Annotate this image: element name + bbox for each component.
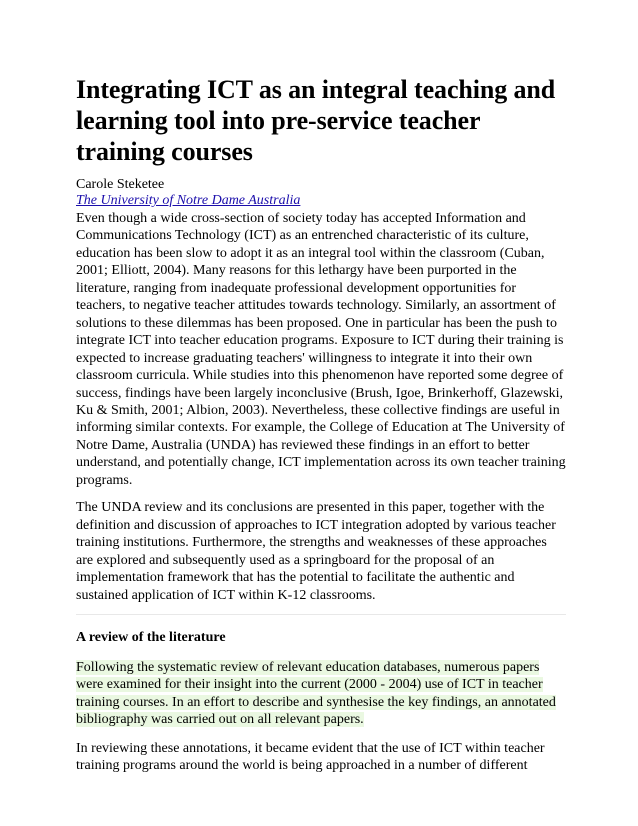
annotations-paragraph: In reviewing these annotations, it became evident that the use of ICT within teacher training programs around the world is being approached in a number of different	[76, 740, 545, 774]
document-page	[76, 74, 566, 775]
document-title: Integrating ICT as an integral teaching and learning tool into pre-service teacher training courses	[76, 75, 556, 166]
highlighted-text: Following the systematic review of relevant education databases, numerous papers were examined for their insight into the current (2000 - 2004) use of ICT in teacher training courses. In an effort to describe and synthesise the key findings, an annotated bibliography was carried out on all relevant papers.	[76, 659, 556, 728]
section-heading: A review of the literature	[76, 629, 226, 645]
intro-paragraph: Even though a wide cross-section of society today has accepted Information and Communications Technology (ICT) as an entrenched characteristic of its culture, education has been slow to adopt it as an integral tool within the classroom (Cuban, 2001; Elliott, 2004). Many reasons for this lethargy have been purported in the literature, ranging from inadequate professional development opportunities for teachers, to negative teacher attitudes towards technology. Similarly, an assortment of solutions to these dilemmas has been proposed. One in particular has been the push to integrate ICT into teacher education programs. Exposure to ICT during their training is expected to increase graduating teachers' willingness to integrate it into their own classroom curricula. While studies into this phenomenon have reported some degree of success, findings have been largely inconclusive (Brush, Igoe, Brinkerhoff, Glazewski, Ku & Smith, 2001; Albion, 2003). Nevertheless, these collective findings are useful in informing similar contexts. For example, the College of Education at The University of Notre Dame, Australia (UNDA) has reviewed these findings in an effort to better understand, and potentially change, ICT implementation across its own teacher training programs.	[76, 211, 566, 488]
highlighted-paragraph	[76, 659, 566, 729]
section-divider	[76, 614, 566, 615]
unda-review-paragraph: The UNDA review and its conclusions are presented in this paper, together with the definition and discussion of approaches to ICT integration adopted by various teacher training institutions. Furthermore, the strengths and weaknesses of these approaches are explored and subsequently used as a springboard for the proposal of an implementation framework that has the potential to facilitate the authentic and sustained application of ICT within K-12 classrooms.	[76, 500, 556, 603]
affiliation-link[interactable]: The University of Notre Dame Australia	[76, 193, 301, 208]
author-name: Carole Steketee	[76, 177, 165, 192]
